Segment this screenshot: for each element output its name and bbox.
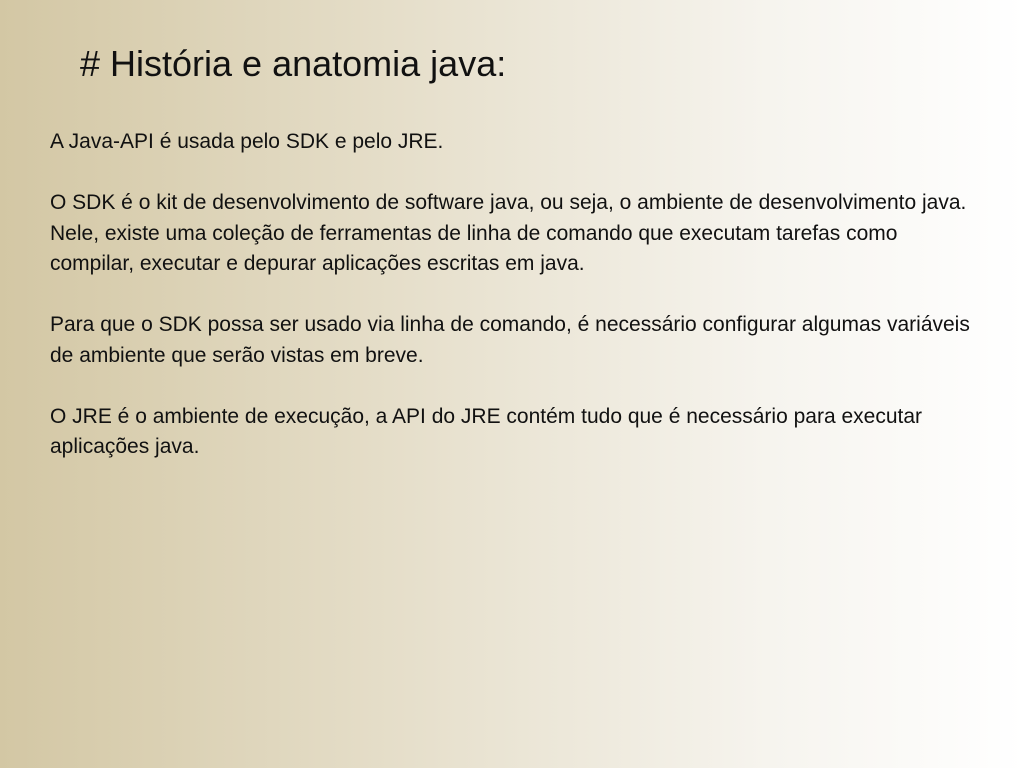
paragraph-java-api: A Java-API é usada pelo SDK e pelo JRE. <box>50 130 444 153</box>
paragraph-sdk-config: Para que o SDK possa ser usado via linha de comando, é necessário configurar algumas variáveis de ambiente que serão vistas em breve. <box>50 313 970 367</box>
slide-title: # História e anatomia java: <box>80 43 507 84</box>
slide-body <box>50 127 980 493</box>
paragraph-sdk: O SDK é o kit de desenvolvimento de software java, ou seja, o ambiente de desenvolvimento java. Nele, existe uma coleção de ferramentas de linha de comando que executam tarefas como compilar, executar e depurar aplicações escritas em java. <box>50 191 967 275</box>
paragraph-jre: O JRE é o ambiente de execução, a API do JRE contém tudo que é necessário para executar aplicações java. <box>50 404 923 458</box>
